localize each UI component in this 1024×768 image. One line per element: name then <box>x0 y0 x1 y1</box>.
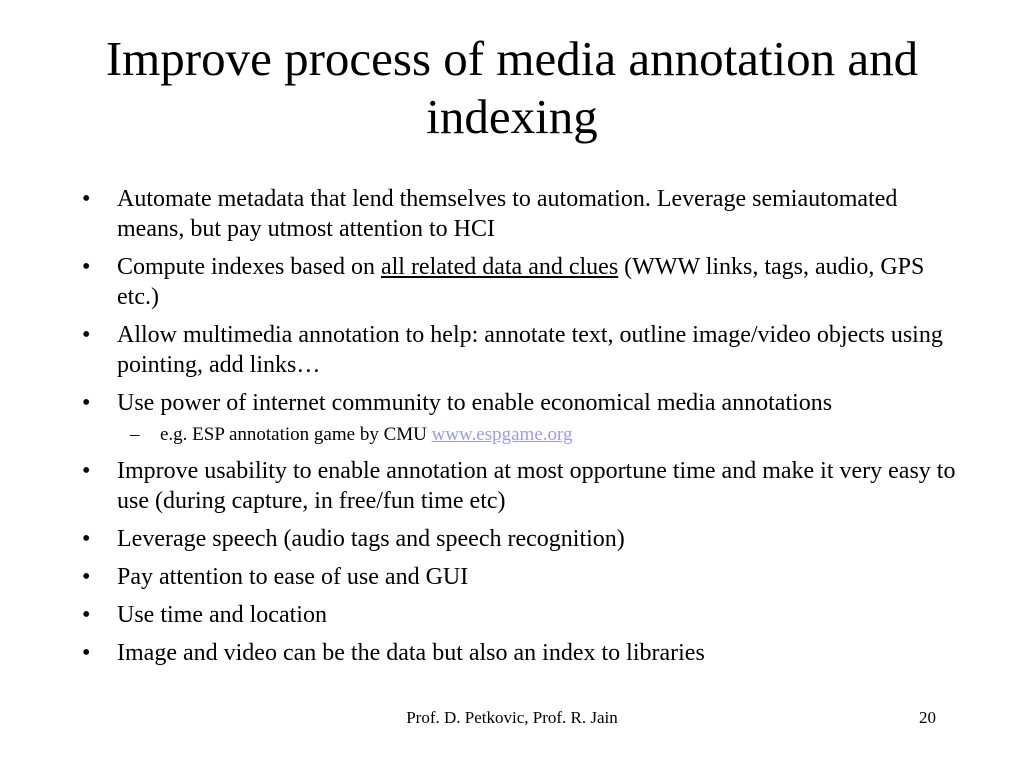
bullet-marker: • <box>82 254 91 280</box>
sub-bullet-item <box>80 423 960 447</box>
bullet-text: Improve usability to enable annotation at most opportune time and make it very easy to use (during capture, in free/fun time etc) <box>117 458 956 514</box>
bullet-marker: • <box>82 564 91 590</box>
bullet-text: Image and video can be the data but also an index to libraries <box>117 640 705 666</box>
bullet-item <box>80 562 960 592</box>
bullet-text: Automate metadata that lend themselves to automation. Leverage semiautomated means, but pay utmost attention to HCI <box>117 186 898 242</box>
bullet-item <box>80 600 960 630</box>
espgame-link[interactable]: www.espgame.org <box>431 424 573 445</box>
page-number: 20 <box>919 708 936 727</box>
bullet-marker: • <box>82 602 91 628</box>
bullet-text: (WWW links, tags, audio, GPS etc.) <box>117 254 925 310</box>
bullet-text: Use time and location <box>117 602 327 628</box>
bullet-item <box>80 252 960 312</box>
bullet-text: Compute indexes based on <box>117 254 381 280</box>
underlined-phrase: all related data and clues <box>380 254 619 280</box>
bullet-text: Use power of internet community to enable economical media annotations <box>117 390 833 416</box>
bullet-item <box>80 524 960 554</box>
bullet-list <box>80 184 960 676</box>
sub-bullet-text: e.g. ESP annotation game by CMU <box>160 424 432 445</box>
bullet-marker: • <box>82 322 91 348</box>
bullet-item <box>80 388 960 418</box>
footer-author: Prof. D. Petkovic, Prof. R. Jain <box>406 708 618 727</box>
bullet-marker: • <box>82 640 91 666</box>
bullet-item <box>80 184 960 244</box>
bullet-marker: • <box>82 186 91 212</box>
bullet-item <box>80 320 960 380</box>
bullet-item <box>80 456 960 516</box>
slide-title: Improve process of media annotation and indexing <box>105 31 919 144</box>
bullet-marker: • <box>82 390 91 416</box>
bullet-text: Pay attention to ease of use and GUI <box>117 564 469 590</box>
bullet-text: Leverage speech (audio tags and speech recognition) <box>117 526 625 552</box>
bullet-marker: • <box>82 526 91 552</box>
bullet-item <box>80 638 960 668</box>
bullet-marker: • <box>82 458 91 484</box>
bullet-text: Allow multimedia annotation to help: annotate text, outline image/video objects using pointing, add links… <box>117 322 943 378</box>
sub-bullet-marker: – <box>130 424 140 445</box>
